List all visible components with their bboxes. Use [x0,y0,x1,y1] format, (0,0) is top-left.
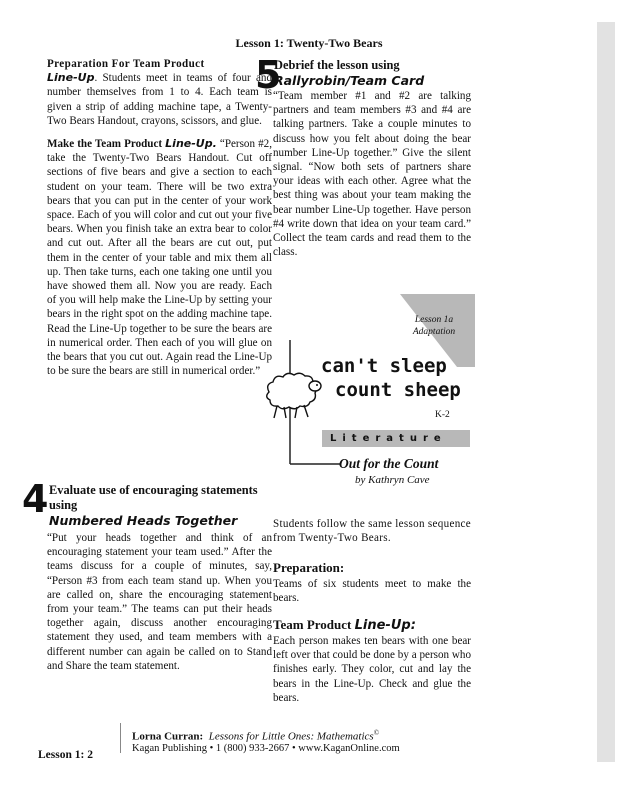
make-keyword: Line-Up. [165,137,217,151]
make-body: “Person #2, take the Twenty-Two Bears Handout. Cut off sections of five bears and give a section to each student on your team. There will be two extra bears that you can put in the center of your work space. Each of you will color and cut out your five bears. When you finish take an extra bear to color and cut out. After all the bears are cut out, put them in the center of your table and mix them all up. Then take turns, each one taking one until you have showed them all. Now you are ready. Each of you will help make the Line-Up by setting your bears in the right spot on the adding machine tape. Read the Line-Up together to be sure the bears are in numerical order. Then each of you will glue on the bears that you cut out. Again read the Line-Up to be sure the bears are still in numerical order.” [47,138,272,378]
footer-copyright: © [373,729,380,737]
make-title: Make the Team Product [47,138,163,151]
footer-author: Lorna Curran: [132,730,204,743]
make-paragraph [47,137,272,378]
adaptation-tp-heading [273,617,416,634]
literature-label: Literature [330,433,447,444]
sheep-icon [257,372,323,420]
adaptation-title-line2: count sheep [335,379,461,401]
footer-credit [132,729,379,743]
prep-paragraph [47,57,272,128]
adaptation-tag-line2: Adaptation [412,327,456,337]
prep-title: Preparation For Team Product [47,58,205,70]
step-5-keyword: Rallyrobin/Team Card [274,73,425,88]
step-4-title: Evaluate use of encouraging statements using [49,483,258,512]
left-column [47,57,272,378]
step-5-body: “Team member #1 and #2 are talking partners and team members #3 and #4 are talking partners. Take a couple minutes to discuss how you felt about doing the bear number Line-Up together.” Give the silent signal. “Now both sets of partners share your ideas with each other. Agree what the best thing was about your team making the bear number Line-Up together. Have person #4 write down that idea on your team card.” Collect the team cards and read them to the class. [273,90,471,259]
adaptation-box [255,292,475,502]
step-5-number: 5 [255,53,282,97]
step-5-heading [274,58,474,88]
step-4-heading [49,483,274,528]
prep-keyword: Line-Up [47,71,95,85]
step-4-number: 4 [22,477,49,521]
right-margin-bar [597,22,615,762]
page-header: Lesson 1: Twenty-Two Bears [235,36,383,50]
adaptation-intro: Students follow the same lesson sequence from Twenty-Two Bears. [273,518,471,545]
adaptation-prep-body: Teams of six students meet to make the bears. [273,578,471,605]
footer-publisher: Kagan Publishing • 1 (800) 933-2667 • www.KaganOnline.com [132,743,400,754]
step-4-body: “Put your heads together and think of an encouraging statement your team used.” After the teams discuss for a couple of minutes, say, “Person #3 from each team stand up. When you are called on, share the encouraging statement from your team.” The teams can put their heads together again, discuss another encouraging statement they used, and team members with a different number can again be called on to Stand and Share the team statement. [47,532,272,672]
adaptation-tp-body: Each person makes ten bears with one bear left over that could be done by a person who finishes early. They color, cut and lay the bears in the Line-Up. Check and glue the bears. [273,635,471,704]
book-author: by Kathryn Cave [355,474,430,486]
adaptation-title-line1: can't sleep [321,355,447,377]
adaptation-tag [399,314,469,338]
adaptation-title [321,354,461,402]
footer-divider [120,723,121,753]
adaptation-tag-line1: Lesson 1a [414,315,454,325]
step-4-keyword: Numbered Heads Together [49,513,238,528]
adaptation-prep-heading: Preparation: [273,560,345,575]
book-title: Out for the Count [339,456,439,471]
step-5-title: Debrief the lesson using [274,58,400,72]
prep-body: . Students meet in teams of four and number themselves from 1 to 4. Each team is given a strip of adding machine tape, a Twenty-Two Bears Handout, crayons, scissors, and glue. [47,72,272,127]
footer-book: Lessons for Little Ones: Mathematics [208,730,374,743]
adaptation-tp-keyword: Line-Up: [354,618,416,633]
grade-label: K-2 [435,410,450,420]
adaptation-tp-title: Team Product [273,617,352,632]
footer-page-label: Lesson 1: 2 [38,749,93,761]
